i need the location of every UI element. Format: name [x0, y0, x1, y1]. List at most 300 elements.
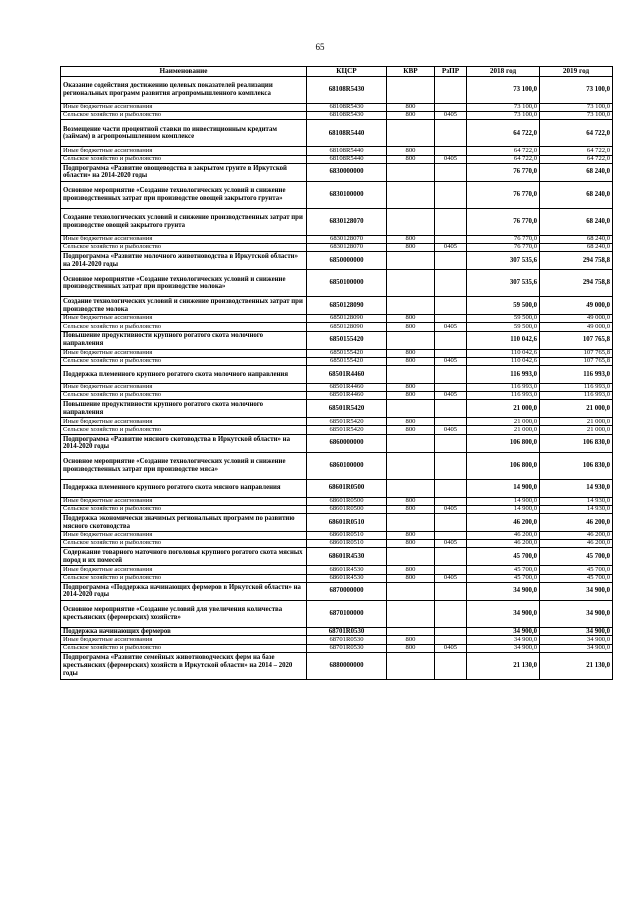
- cell-rzpr: [435, 147, 467, 155]
- header-2018: 2018 год: [467, 67, 540, 77]
- cell-name: Основное мероприятие «Создание технологических условий и снижение производственных затрат при производстве овощей закрытого грунта»: [61, 181, 307, 208]
- cell-name: Подпрограмма «Развитие молочного животноводства в Иркутской области» на 2014-2020 годы: [61, 252, 307, 270]
- budget-table: [60, 66, 613, 680]
- cell-name: Повышение продуктивности крупного рогатого скота молочного направления: [61, 331, 307, 349]
- cell-kvr: 800: [387, 155, 435, 163]
- cell-2018: 76 770,0: [467, 235, 540, 243]
- table-row: [61, 77, 613, 104]
- table-row: [61, 652, 613, 679]
- cell-2019: 46 200,0: [540, 514, 613, 532]
- cell-2018: 59 500,0: [467, 323, 540, 331]
- cell-kvr: 800: [387, 636, 435, 644]
- cell-2018: 14 900,0: [467, 479, 540, 497]
- cell-2018: 73 100,0: [467, 104, 540, 112]
- cell-name: Сельское хозяйство и рыболовство: [61, 155, 307, 163]
- table-row: [61, 243, 613, 251]
- table-row: [61, 331, 613, 349]
- cell-kvr: 800: [387, 532, 435, 540]
- cell-name: Подпрограмма «Развитие семейных животноводческих ферм на базе крестьянских (фермерских) хозяйств в Иркутской области» на 2014 – 2020 годы: [61, 652, 307, 679]
- header-2019: 2019 год: [540, 67, 613, 77]
- cell-name: Иные бюджетные ассигнования: [61, 147, 307, 155]
- cell-rzpr: 0405: [435, 323, 467, 331]
- cell-name: Иные бюджетные ассигнования: [61, 418, 307, 426]
- table-row: [61, 574, 613, 582]
- table-row: [61, 644, 613, 652]
- cell-rzpr: 0405: [435, 540, 467, 548]
- cell-2018: 34 900,0: [467, 636, 540, 644]
- cell-kcsr: 6850155420: [307, 357, 387, 365]
- cell-rzpr: [435, 497, 467, 505]
- cell-2019: 21 130,0: [540, 652, 613, 679]
- cell-kvr: 800: [387, 147, 435, 155]
- cell-2019: 107 765,8: [540, 349, 613, 357]
- cell-2018: 116 993,0: [467, 392, 540, 400]
- cell-kcsr: 68108R5430: [307, 112, 387, 120]
- cell-2018: 45 700,0: [467, 566, 540, 574]
- cell-kvr: 800: [387, 357, 435, 365]
- cell-rzpr: [435, 479, 467, 497]
- cell-2019: 45 700,0: [540, 574, 613, 582]
- cell-kcsr: 68108R5440: [307, 147, 387, 155]
- cell-2018: 21 130,0: [467, 652, 540, 679]
- cell-2019: 68 240,0: [540, 235, 613, 243]
- cell-rzpr: [435, 208, 467, 235]
- cell-name: Сельское хозяйство и рыболовство: [61, 112, 307, 120]
- cell-kcsr: 6850000000: [307, 252, 387, 270]
- table-row: [61, 235, 613, 243]
- cell-2019: 46 200,0: [540, 540, 613, 548]
- cell-2018: 116 993,0: [467, 383, 540, 391]
- cell-2019: 294 758,8: [540, 270, 613, 297]
- cell-kvr: 800: [387, 566, 435, 574]
- table-row: [61, 505, 613, 513]
- cell-2018: 34 900,0: [467, 582, 540, 600]
- cell-2019: 64 722,0: [540, 147, 613, 155]
- cell-kcsr: 6870000000: [307, 582, 387, 600]
- cell-name: Создание технологических условий и снижение производственных затрат при производстве овощей закрытого грунта: [61, 208, 307, 235]
- table-body: [61, 77, 613, 680]
- cell-2018: 21 000,0: [467, 418, 540, 426]
- cell-name: Иные бюджетные ассигнования: [61, 636, 307, 644]
- cell-2018: 14 900,0: [467, 497, 540, 505]
- cell-2019: 64 722,0: [540, 155, 613, 163]
- cell-kcsr: 68501R5420: [307, 426, 387, 434]
- cell-2019: 107 765,8: [540, 357, 613, 365]
- cell-kcsr: 6880000000: [307, 652, 387, 679]
- cell-2018: 64 722,0: [467, 147, 540, 155]
- cell-kvr: 800: [387, 426, 435, 434]
- cell-kvr: [387, 270, 435, 297]
- cell-2019: 116 993,0: [540, 365, 613, 383]
- cell-rzpr: 0405: [435, 426, 467, 434]
- cell-2018: 110 042,6: [467, 349, 540, 357]
- cell-2019: 73 100,0: [540, 112, 613, 120]
- table-row: [61, 252, 613, 270]
- cell-kcsr: 6850128090: [307, 315, 387, 323]
- cell-2018: 59 500,0: [467, 315, 540, 323]
- cell-kcsr: 68701R0530: [307, 644, 387, 652]
- cell-rzpr: [435, 514, 467, 532]
- cell-rzpr: [435, 235, 467, 243]
- cell-rzpr: [435, 252, 467, 270]
- cell-name: Иные бюджетные ассигнования: [61, 315, 307, 323]
- cell-name: Сельское хозяйство и рыболовство: [61, 644, 307, 652]
- cell-2019: 49 000,0: [540, 315, 613, 323]
- cell-kcsr: 6850100000: [307, 270, 387, 297]
- cell-2018: 106 800,0: [467, 434, 540, 452]
- cell-kvr: 800: [387, 349, 435, 357]
- cell-2019: 294 758,8: [540, 252, 613, 270]
- cell-kcsr: 68108R5430: [307, 77, 387, 104]
- cell-name: Основное мероприятие «Создание технологических условий и снижение производственных затрат при производстве молока»: [61, 270, 307, 297]
- cell-2019: 68 240,0: [540, 163, 613, 181]
- cell-rzpr: [435, 331, 467, 349]
- cell-kvr: 800: [387, 383, 435, 391]
- cell-2018: 46 200,0: [467, 514, 540, 532]
- cell-kcsr: 68701R0530: [307, 636, 387, 644]
- cell-2018: 307 535,6: [467, 252, 540, 270]
- cell-rzpr: [435, 548, 467, 566]
- table-row: [61, 104, 613, 112]
- table-row: [61, 349, 613, 357]
- cell-rzpr: [435, 365, 467, 383]
- cell-2019: 34 900,0: [540, 644, 613, 652]
- cell-name: Содержание товарного маточного поголовья крупного рогатого скота мясных пород и их помесей: [61, 548, 307, 566]
- table-row: [61, 514, 613, 532]
- cell-kvr: [387, 514, 435, 532]
- cell-kcsr: 68108R5440: [307, 155, 387, 163]
- cell-name: Иные бюджетные ассигнования: [61, 349, 307, 357]
- table-row: [61, 365, 613, 383]
- cell-2018: 76 770,0: [467, 181, 540, 208]
- cell-rzpr: 0405: [435, 574, 467, 582]
- cell-kcsr: 6850128090: [307, 297, 387, 315]
- cell-kcsr: 68501R4460: [307, 392, 387, 400]
- cell-rzpr: [435, 315, 467, 323]
- cell-name: Иные бюджетные ассигнования: [61, 532, 307, 540]
- cell-name: Создание технологических условий и снижение производственных затрат при производстве молока: [61, 297, 307, 315]
- cell-kcsr: 6830100000: [307, 181, 387, 208]
- cell-2019: 107 765,8: [540, 331, 613, 349]
- cell-2018: 21 000,0: [467, 426, 540, 434]
- cell-kcsr: 68501R5420: [307, 418, 387, 426]
- cell-kvr: 800: [387, 574, 435, 582]
- table-row: [61, 479, 613, 497]
- cell-kcsr: 68601R0510: [307, 532, 387, 540]
- cell-kcsr: 6860100000: [307, 452, 387, 479]
- cell-kcsr: 6830128070: [307, 243, 387, 251]
- table-row: [61, 155, 613, 163]
- cell-kcsr: 68108R5430: [307, 104, 387, 112]
- header-kvr: КВР: [387, 67, 435, 77]
- cell-rzpr: [435, 600, 467, 627]
- cell-2018: 46 200,0: [467, 540, 540, 548]
- cell-rzpr: 0405: [435, 243, 467, 251]
- cell-kcsr: 68108R5440: [307, 120, 387, 147]
- cell-kvr: [387, 331, 435, 349]
- cell-kcsr: 6850128090: [307, 323, 387, 331]
- cell-name: Поддержка племенного крупного рогатого скота молочного направления: [61, 365, 307, 383]
- cell-kvr: [387, 582, 435, 600]
- header-rzpr: РзПР: [435, 67, 467, 77]
- table-row: [61, 426, 613, 434]
- table-row: [61, 323, 613, 331]
- table-row: [61, 163, 613, 181]
- cell-rzpr: [435, 418, 467, 426]
- cell-kvr: 800: [387, 243, 435, 251]
- cell-name: Сельское хозяйство и рыболовство: [61, 323, 307, 331]
- cell-rzpr: [435, 120, 467, 147]
- cell-kvr: [387, 400, 435, 418]
- cell-rzpr: [435, 652, 467, 679]
- cell-2019: 14 930,0: [540, 479, 613, 497]
- cell-2018: 76 770,0: [467, 208, 540, 235]
- cell-kvr: 800: [387, 315, 435, 323]
- cell-name: Повышение продуктивности крупного рогатого скота молочного направления: [61, 400, 307, 418]
- cell-name: Оказание содействия достижению целевых показателей реализации региональных программ развития агропромышленного комплекса: [61, 77, 307, 104]
- cell-name: Сельское хозяйство и рыболовство: [61, 357, 307, 365]
- cell-2019: 116 993,0: [540, 392, 613, 400]
- cell-2018: 110 042,6: [467, 357, 540, 365]
- table-row: [61, 434, 613, 452]
- table-row: [61, 548, 613, 566]
- cell-2019: 73 100,0: [540, 104, 613, 112]
- cell-2018: 34 900,0: [467, 644, 540, 652]
- cell-2019: 49 000,0: [540, 297, 613, 315]
- cell-kvr: 800: [387, 235, 435, 243]
- cell-2018: 34 900,0: [467, 627, 540, 636]
- cell-kcsr: 68601R0500: [307, 479, 387, 497]
- cell-2018: 110 042,6: [467, 331, 540, 349]
- cell-rzpr: [435, 104, 467, 112]
- table-row: [61, 400, 613, 418]
- cell-2018: 73 100,0: [467, 77, 540, 104]
- cell-kvr: [387, 163, 435, 181]
- cell-kcsr: 68601R4530: [307, 574, 387, 582]
- table-row: [61, 566, 613, 574]
- cell-name: Подпрограмма «Развитие овощеводства в закрытом грунте в Иркутской области» на 2014-2020 годы: [61, 163, 307, 181]
- table-row: [61, 540, 613, 548]
- cell-rzpr: 0405: [435, 155, 467, 163]
- cell-2019: 73 100,0: [540, 77, 613, 104]
- cell-2019: 21 000,0: [540, 400, 613, 418]
- cell-2019: 106 830,0: [540, 434, 613, 452]
- cell-name: Подпрограмма «Поддержка начинающих фермеров в Иркутской области» на 2014-2020 годы: [61, 582, 307, 600]
- cell-kcsr: 6830128070: [307, 235, 387, 243]
- cell-rzpr: [435, 566, 467, 574]
- cell-kcsr: 6860000000: [307, 434, 387, 452]
- cell-2019: 14 930,0: [540, 497, 613, 505]
- cell-kvr: 800: [387, 505, 435, 513]
- cell-rzpr: 0405: [435, 392, 467, 400]
- cell-2018: 307 535,6: [467, 270, 540, 297]
- table-row: [61, 315, 613, 323]
- cell-rzpr: [435, 163, 467, 181]
- cell-kvr: 800: [387, 323, 435, 331]
- cell-rzpr: [435, 383, 467, 391]
- cell-2019: 34 900,0: [540, 636, 613, 644]
- cell-name: Сельское хозяйство и рыболовство: [61, 426, 307, 434]
- cell-rzpr: 0405: [435, 505, 467, 513]
- table-header-row: [61, 67, 613, 77]
- cell-name: Сельское хозяйство и рыболовство: [61, 392, 307, 400]
- cell-name: Сельское хозяйство и рыболовство: [61, 243, 307, 251]
- cell-2019: 64 722,0: [540, 120, 613, 147]
- cell-kcsr: 68501R4460: [307, 383, 387, 391]
- cell-2019: 68 240,0: [540, 208, 613, 235]
- cell-kvr: [387, 365, 435, 383]
- cell-name: Подпрограмма «Развитие мясного скотоводства в Иркутской области» на 2014-2020 годы: [61, 434, 307, 452]
- cell-kvr: [387, 252, 435, 270]
- cell-kcsr: 68501R5420: [307, 400, 387, 418]
- table-row: [61, 636, 613, 644]
- table-row: [61, 120, 613, 147]
- cell-2018: 76 770,0: [467, 243, 540, 251]
- cell-2018: 21 000,0: [467, 400, 540, 418]
- cell-name: Иные бюджетные ассигнования: [61, 235, 307, 243]
- cell-name: Поддержка экономически значимых региональных программ по развитию мясного скотоводства: [61, 514, 307, 532]
- cell-kcsr: 68601R0510: [307, 514, 387, 532]
- cell-kvr: [387, 77, 435, 104]
- cell-kvr: 800: [387, 112, 435, 120]
- cell-rzpr: [435, 77, 467, 104]
- cell-name: Основное мероприятие «Создание условий для увеличения количества крестьянских (фермерских) хозяйств»: [61, 600, 307, 627]
- cell-2018: 64 722,0: [467, 120, 540, 147]
- cell-rzpr: [435, 627, 467, 636]
- cell-rzpr: [435, 349, 467, 357]
- cell-kcsr: 68601R0510: [307, 540, 387, 548]
- cell-kvr: [387, 181, 435, 208]
- cell-2018: 45 700,0: [467, 574, 540, 582]
- cell-kvr: [387, 297, 435, 315]
- cell-kcsr: 6830128070: [307, 208, 387, 235]
- cell-rzpr: [435, 452, 467, 479]
- cell-2018: 64 722,0: [467, 155, 540, 163]
- cell-2019: 45 700,0: [540, 566, 613, 574]
- cell-2019: 116 993,0: [540, 383, 613, 391]
- cell-kcsr: 68601R0500: [307, 505, 387, 513]
- cell-rzpr: 0405: [435, 357, 467, 365]
- cell-kvr: [387, 208, 435, 235]
- cell-2019: 106 830,0: [540, 452, 613, 479]
- table-row: [61, 112, 613, 120]
- cell-2018: 73 100,0: [467, 112, 540, 120]
- cell-2018: 46 200,0: [467, 532, 540, 540]
- cell-kvr: 800: [387, 418, 435, 426]
- table-row: [61, 181, 613, 208]
- table-row: [61, 392, 613, 400]
- cell-kcsr: 6830000000: [307, 163, 387, 181]
- cell-rzpr: [435, 181, 467, 208]
- table-row: [61, 452, 613, 479]
- cell-kvr: 800: [387, 540, 435, 548]
- cell-rzpr: [435, 532, 467, 540]
- cell-2019: 21 000,0: [540, 418, 613, 426]
- cell-name: Возмещение части процентной ставки по инвестиционным кредитам (займам) в агропромышленном комплексе: [61, 120, 307, 147]
- cell-name: Сельское хозяйство и рыболовство: [61, 505, 307, 513]
- cell-kvr: [387, 548, 435, 566]
- cell-2019: 34 900,0: [540, 600, 613, 627]
- cell-kvr: [387, 452, 435, 479]
- cell-rzpr: 0405: [435, 112, 467, 120]
- cell-kcsr: 68701R0530: [307, 627, 387, 636]
- cell-kcsr: 68601R0500: [307, 497, 387, 505]
- table-row: [61, 497, 613, 505]
- cell-kvr: 800: [387, 104, 435, 112]
- cell-rzpr: [435, 636, 467, 644]
- page-number: 65: [315, 42, 325, 52]
- cell-name: Сельское хозяйство и рыболовство: [61, 574, 307, 582]
- table-row: [61, 383, 613, 391]
- cell-rzpr: [435, 400, 467, 418]
- cell-name: Поддержка начинающих фермеров: [61, 627, 307, 636]
- cell-2019: 34 900,0: [540, 627, 613, 636]
- cell-name: Иные бюджетные ассигнования: [61, 104, 307, 112]
- header-name: Наименование: [61, 67, 307, 77]
- cell-2019: 46 200,0: [540, 532, 613, 540]
- table-row: [61, 147, 613, 155]
- table-row: [61, 418, 613, 426]
- cell-2018: 45 700,0: [467, 548, 540, 566]
- cell-kcsr: 6850155420: [307, 349, 387, 357]
- cell-name: Сельское хозяйство и рыболовство: [61, 540, 307, 548]
- table-row: [61, 582, 613, 600]
- table-row: [61, 532, 613, 540]
- cell-kcsr: 6850155420: [307, 331, 387, 349]
- cell-2018: 76 770,0: [467, 163, 540, 181]
- cell-kvr: [387, 120, 435, 147]
- cell-2019: 21 000,0: [540, 426, 613, 434]
- cell-name: Основное мероприятие «Создание технологических условий и снижение производственных затрат при производстве мяса»: [61, 452, 307, 479]
- cell-kcsr: 6870100000: [307, 600, 387, 627]
- cell-kvr: 800: [387, 497, 435, 505]
- cell-2018: 106 800,0: [467, 452, 540, 479]
- cell-name: Иные бюджетные ассигнования: [61, 497, 307, 505]
- cell-2019: 34 900,0: [540, 582, 613, 600]
- cell-rzpr: [435, 434, 467, 452]
- cell-2019: 68 240,0: [540, 181, 613, 208]
- cell-rzpr: [435, 270, 467, 297]
- table-row: [61, 357, 613, 365]
- table-row: [61, 297, 613, 315]
- cell-kcsr: 68601R4530: [307, 548, 387, 566]
- cell-kvr: [387, 600, 435, 627]
- cell-kvr: 800: [387, 644, 435, 652]
- cell-kvr: [387, 652, 435, 679]
- cell-2018: 116 993,0: [467, 365, 540, 383]
- cell-rzpr: 0405: [435, 644, 467, 652]
- cell-2019: 68 240,0: [540, 243, 613, 251]
- cell-2018: 14 900,0: [467, 505, 540, 513]
- cell-kvr: [387, 434, 435, 452]
- cell-name: Иные бюджетные ассигнования: [61, 566, 307, 574]
- table-row: [61, 600, 613, 627]
- cell-2018: 34 900,0: [467, 600, 540, 627]
- cell-2019: 45 700,0: [540, 548, 613, 566]
- table-row: [61, 270, 613, 297]
- cell-kvr: [387, 479, 435, 497]
- cell-kvr: 800: [387, 392, 435, 400]
- cell-kvr: [387, 627, 435, 636]
- header-kcsr: КЦСР: [307, 67, 387, 77]
- cell-name: Иные бюджетные ассигнования: [61, 383, 307, 391]
- cell-kcsr: 68501R4460: [307, 365, 387, 383]
- cell-2018: 59 500,0: [467, 297, 540, 315]
- cell-2019: 14 930,0: [540, 505, 613, 513]
- table-row: [61, 208, 613, 235]
- cell-kcsr: 68601R4530: [307, 566, 387, 574]
- cell-2019: 49 000,0: [540, 323, 613, 331]
